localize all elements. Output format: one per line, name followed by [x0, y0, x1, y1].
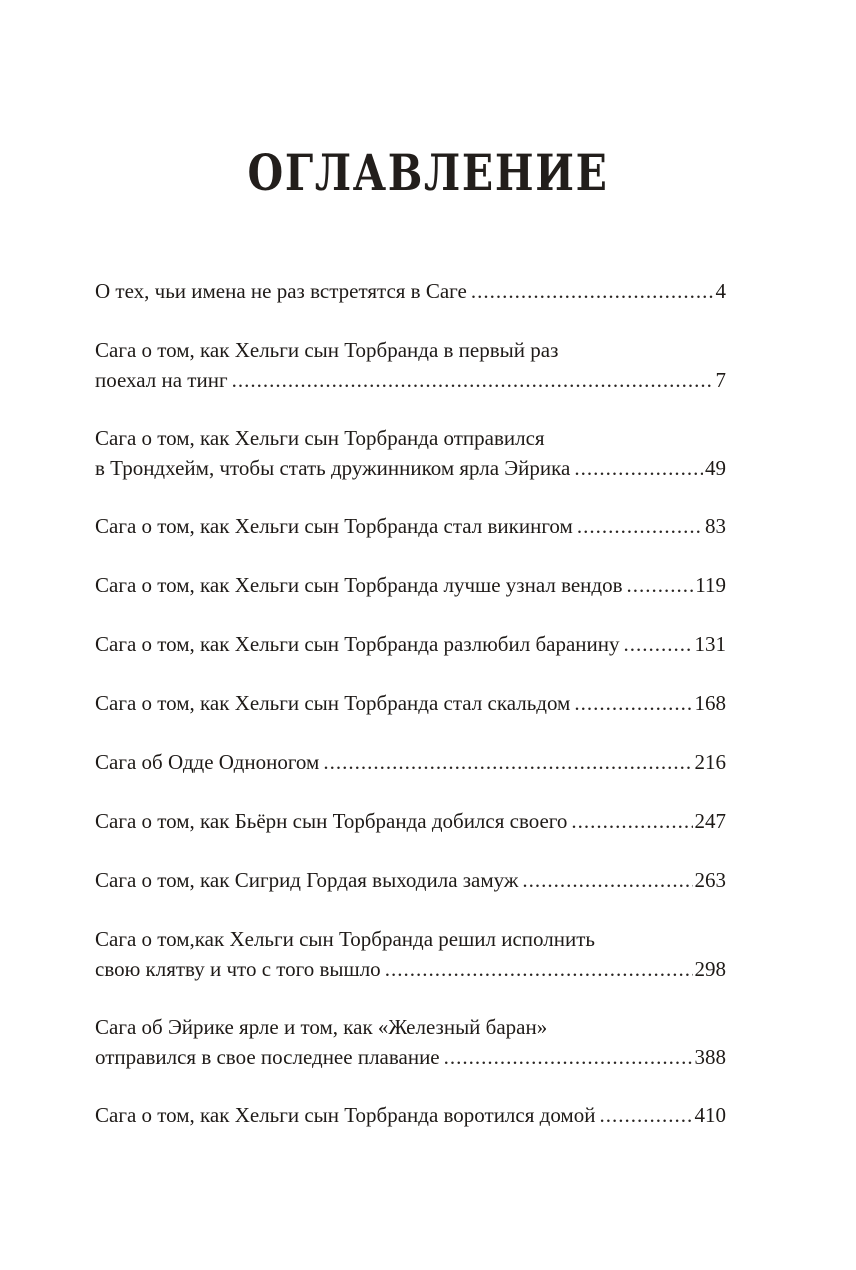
- toc-entry: [95, 747, 726, 777]
- dot-leader: [323, 747, 692, 777]
- toc-page-number: 131: [694, 632, 726, 656]
- toc-page-number: 83: [705, 514, 726, 538]
- toc-entry-line: [95, 688, 726, 718]
- toc-entry-line: [95, 276, 726, 306]
- toc-entry-title-continued: свою клятву и что с того вышло: [95, 957, 381, 981]
- toc-page-number: 4: [715, 279, 726, 303]
- toc-page-number: 119: [695, 573, 726, 597]
- toc-entry-title: Сага об Одде Одноногом: [95, 750, 320, 774]
- table-of-contents: [95, 276, 726, 1159]
- toc-entry-title: Сага об Эйрике ярле и том, как «Железный баран»: [95, 1015, 548, 1039]
- toc-entry-line: [95, 511, 726, 541]
- toc-entry-line: [95, 629, 726, 659]
- toc-page-number: 49: [705, 456, 726, 480]
- toc-entry-line: [95, 1042, 726, 1072]
- dot-leader: [574, 688, 692, 718]
- toc-entry: [95, 629, 726, 659]
- toc-entry-title-continued: поехал на тинг: [95, 368, 228, 392]
- toc-entry: [95, 924, 726, 984]
- toc-entry: [95, 276, 726, 306]
- page-title: ОГЛАВЛЕНИЕ: [247, 143, 609, 202]
- toc-entry: [95, 688, 726, 718]
- toc-entry-line: [95, 1100, 726, 1130]
- toc-page-number: 168: [694, 691, 726, 715]
- toc-entry-title: Сага о том, как Хельги сын Торбранда в первый раз: [95, 338, 559, 362]
- toc-page-number: 410: [694, 1103, 726, 1127]
- dot-leader: [385, 954, 693, 984]
- toc-entry-title-continued: отправился в свое последнее плавание: [95, 1045, 440, 1069]
- toc-entry-title: Сага о том,как Хельги сын Торбранда решил исполнить: [95, 927, 595, 951]
- toc-entry-line: [95, 865, 726, 895]
- toc-entry-line: [95, 570, 726, 600]
- toc-page-number: 247: [694, 809, 726, 833]
- toc-entry: [95, 806, 726, 836]
- toc-page-number: 263: [694, 868, 726, 892]
- toc-entry-title: Сага о том, как Хельги сын Торбранда лучше узнал вендов: [95, 573, 623, 597]
- toc-entry-line: [95, 453, 726, 483]
- toc-entry-title: Сага о том, как Хельги сын Торбранда стал скальдом: [95, 691, 571, 715]
- toc-page-number: 7: [715, 368, 726, 392]
- toc-entry: [95, 1100, 726, 1130]
- toc-entry-title: Сага о том, как Хельги сын Торбранда стал викингом: [95, 514, 573, 538]
- toc-page-number: 388: [694, 1045, 726, 1069]
- dot-leader: [627, 570, 694, 600]
- dot-leader: [571, 806, 692, 836]
- toc-entry: [95, 423, 726, 483]
- dot-leader: [444, 1042, 693, 1072]
- toc-page-number: 298: [694, 957, 726, 981]
- toc-entry-title: О тех, чьи имена не раз встретятся в Саге: [95, 279, 467, 303]
- toc-entry-title: Сага о том, как Хельги сын Торбранда отправился: [95, 426, 545, 450]
- toc-entry-line: [95, 747, 726, 777]
- dot-leader: [577, 511, 703, 541]
- dot-leader: [232, 365, 714, 395]
- toc-entry-title: Сага о том, как Сигрид Гордая выходила замуж: [95, 868, 519, 892]
- toc-entry-title: Сага о том, как Хельги сын Торбранда воротился домой: [95, 1103, 596, 1127]
- toc-entry-title: Сага о том, как Бьёрн сын Торбранда добился своего: [95, 809, 568, 833]
- dot-leader: [574, 453, 703, 483]
- toc-entry-line: [95, 954, 726, 984]
- dot-leader: [624, 629, 693, 659]
- dot-leader: [522, 865, 692, 895]
- toc-entry-title-continued: в Трондхейм, чтобы стать дружинником ярла Эйрика: [95, 456, 571, 480]
- toc-entry: [95, 511, 726, 541]
- toc-entry-title: Сага о том, как Хельги сын Торбранда разлюбил баранину: [95, 632, 620, 656]
- toc-entry: [95, 1012, 726, 1072]
- dot-leader: [599, 1100, 692, 1130]
- toc-page-number: 216: [694, 750, 726, 774]
- toc-entry-line: [95, 365, 726, 395]
- toc-entry: [95, 865, 726, 895]
- dot-leader: [471, 276, 714, 306]
- toc-entry: [95, 335, 726, 395]
- toc-entry: [95, 570, 726, 600]
- toc-entry-line: [95, 806, 726, 836]
